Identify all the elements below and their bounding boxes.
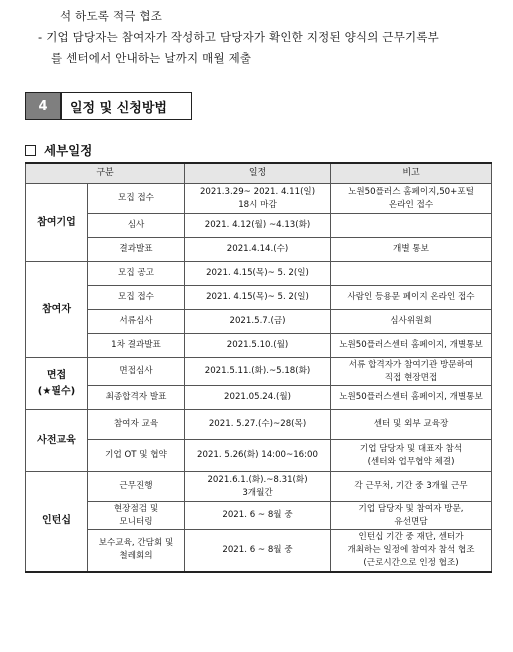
item-cell (88, 386, 185, 410)
schedule-cell (185, 238, 331, 262)
item-line: 면접심사 (119, 366, 153, 376)
item-cell (88, 310, 185, 334)
intro-line-2: - 기업 담당자는 참여자가 작성하고 담당자가 확인한 지정된 양식의 근무기록부 (38, 30, 439, 44)
item-cell (88, 440, 185, 472)
header-note: 비고 (331, 163, 492, 184)
note-line: 온라인 접수 (388, 199, 434, 210)
schedule-line: 2021.5.7.(금) (229, 316, 286, 326)
item-line: 모집 접수 (118, 292, 154, 302)
item-line: 기업 OT 및 협약 (105, 450, 167, 460)
group-label-line: (★필수) (37, 385, 76, 397)
note-line: 노원50플러스 홈페이지,50+포털 (348, 186, 474, 197)
intro-line-3: 를 센터에서 안내하는 날까지 매월 제출 (51, 51, 252, 65)
item-cell (88, 410, 185, 440)
item-line: 근무진행 (119, 481, 153, 491)
note-cell (331, 310, 492, 334)
schedule-cell (185, 502, 331, 530)
note-line: 인턴십 기간 중 재단, 센터가 (358, 531, 464, 542)
schedule-cell (185, 410, 331, 440)
schedule-line: 2021. 4.15(목)~ 5. 2(일) (206, 292, 309, 302)
header-category: 구분 (26, 163, 185, 184)
note-cell (331, 472, 492, 502)
group-label (26, 410, 88, 472)
table-row (26, 184, 492, 214)
group-label (26, 358, 88, 410)
schedule-cell (185, 214, 331, 238)
schedule-line: 2021. 4.15(목)~ 5. 2(일) (206, 268, 309, 278)
note-line: (근로시간으로 인정 협조) (363, 557, 459, 568)
item-cell (88, 502, 185, 530)
item-line: 최종합격자 발표 (105, 392, 167, 402)
table-row (26, 310, 492, 334)
schedule-cell (185, 440, 331, 472)
section-heading (25, 92, 192, 120)
subsection-heading (25, 141, 92, 159)
group-label-line: 인턴십 (42, 515, 71, 527)
schedule-cell (185, 286, 331, 310)
table-row (26, 334, 492, 358)
item-line: 참여자 교육 (113, 419, 159, 429)
schedule-table (25, 162, 492, 573)
item-cell (88, 334, 185, 358)
schedule-line: 2021.05.24.(월) (224, 392, 291, 402)
table-row (26, 502, 492, 530)
table-row (26, 530, 492, 572)
note-line: 노원50플러스센터 홈페이지, 개별통보 (339, 340, 483, 350)
note-line: 직접 현장면접 (384, 372, 438, 383)
note-cell (331, 410, 492, 440)
note-cell (331, 238, 492, 262)
note-cell (331, 530, 492, 572)
schedule-line: 2021. 6 ~ 8월 중 (222, 510, 293, 520)
item-line: 모집 접수 (118, 193, 154, 203)
table-row (26, 410, 492, 440)
item-cell (88, 358, 185, 386)
item-line: 심사 (127, 220, 145, 230)
table-row (26, 262, 492, 286)
table-row (26, 214, 492, 238)
item-cell (88, 214, 185, 238)
note-cell (331, 184, 492, 214)
item-cell (88, 530, 185, 572)
note-cell (331, 214, 492, 238)
square-bullet-icon (25, 145, 36, 156)
schedule-line: 2021. 5.26(화) 14:00~16:00 (197, 450, 318, 460)
note-line: 각 근무처, 기간 중 3개월 근무 (354, 481, 468, 491)
table-row (26, 386, 492, 410)
group-label-line: 면접 (46, 369, 67, 381)
note-line: 심사위원회 (390, 316, 432, 326)
note-cell (331, 262, 492, 286)
note-cell (331, 386, 492, 410)
note-cell (331, 440, 492, 472)
schedule-cell (185, 530, 331, 572)
schedule-line: 2021. 6 ~ 8월 중 (222, 544, 293, 555)
schedule-line: 18시 마감 (238, 199, 277, 210)
section-title: 일정 및 신청방법 (60, 93, 191, 119)
item-line: 철레회의 (119, 551, 153, 562)
table-row (26, 440, 492, 472)
subsection-title: 세부일정 (44, 143, 93, 158)
note-cell (331, 502, 492, 530)
item-line: 모니터링 (119, 516, 153, 527)
group-label (26, 184, 88, 262)
note-line: 개별 통보 (393, 244, 429, 254)
note-line: 기업 담당자 및 참여자 방문, (358, 503, 464, 514)
item-cell (88, 238, 185, 262)
note-cell (331, 358, 492, 386)
item-line: 서류심사 (119, 316, 153, 326)
schedule-line: 2021.3.29~ 2021. 4.11(일) (199, 186, 316, 197)
item-line: 결과발표 (119, 244, 153, 254)
item-cell (88, 286, 185, 310)
schedule-cell (185, 262, 331, 286)
schedule-line: 2021.4.14.(수) (226, 244, 289, 254)
intro-line-1: 석 하도록 적극 협조 (60, 9, 163, 23)
schedule-cell (185, 334, 331, 358)
group-label-line: 사전교육 (37, 434, 76, 446)
note-line: 센터 및 외부 교육장 (373, 419, 449, 429)
item-line: 1차 결과발표 (111, 340, 161, 350)
group-label-line: 참여기업 (37, 216, 76, 228)
schedule-line: 2021.5.11.(화).~5.18(화) (204, 366, 311, 376)
schedule-cell (185, 358, 331, 386)
item-cell (88, 472, 185, 502)
schedule-line: 2021. 5.27.(수)~28(목) (208, 419, 307, 429)
section-number: 4 (26, 93, 60, 119)
note-line: 노원50플러스센터 홈페이지, 개별통보 (339, 392, 483, 402)
table-row (26, 286, 492, 310)
schedule-line: 3개월간 (242, 487, 273, 498)
schedule-line: 2021.6.1.(화).~8.31(화) (207, 474, 308, 485)
schedule-line: 2021. 4.12(월) ~4.13(화) (204, 220, 311, 230)
table-row (26, 472, 492, 502)
schedule-cell (185, 472, 331, 502)
header-schedule: 일정 (185, 163, 331, 184)
schedule-cell (185, 184, 331, 214)
note-line: 기업 담당자 및 대표자 참석 (359, 443, 463, 454)
note-line: 사람인 등용문 페이지 온라인 접수 (347, 292, 475, 302)
note-cell (331, 334, 492, 358)
schedule-cell (185, 310, 331, 334)
schedule-cell (185, 386, 331, 410)
note-line: 서류 합격자가 참여기관 방문하여 (348, 359, 474, 370)
table-row (26, 358, 492, 386)
item-line: 모집 공고 (118, 268, 154, 278)
group-label-line: 참여자 (42, 303, 71, 315)
group-label (26, 262, 88, 358)
table-row (26, 238, 492, 262)
table-header-row (26, 163, 492, 184)
note-line: 개최하는 일정에 참여자 참석 협조 (347, 544, 475, 555)
item-line: 보수교육, 간담회 및 (98, 538, 174, 549)
item-cell (88, 184, 185, 214)
group-label (26, 472, 88, 572)
note-line: (센터와 업무협약 체결) (367, 456, 455, 467)
item-cell (88, 262, 185, 286)
note-line: 유선면담 (394, 516, 428, 527)
item-line: 현장점검 및 (113, 503, 159, 514)
schedule-line: 2021.5.10.(월) (226, 340, 289, 350)
note-cell (331, 286, 492, 310)
